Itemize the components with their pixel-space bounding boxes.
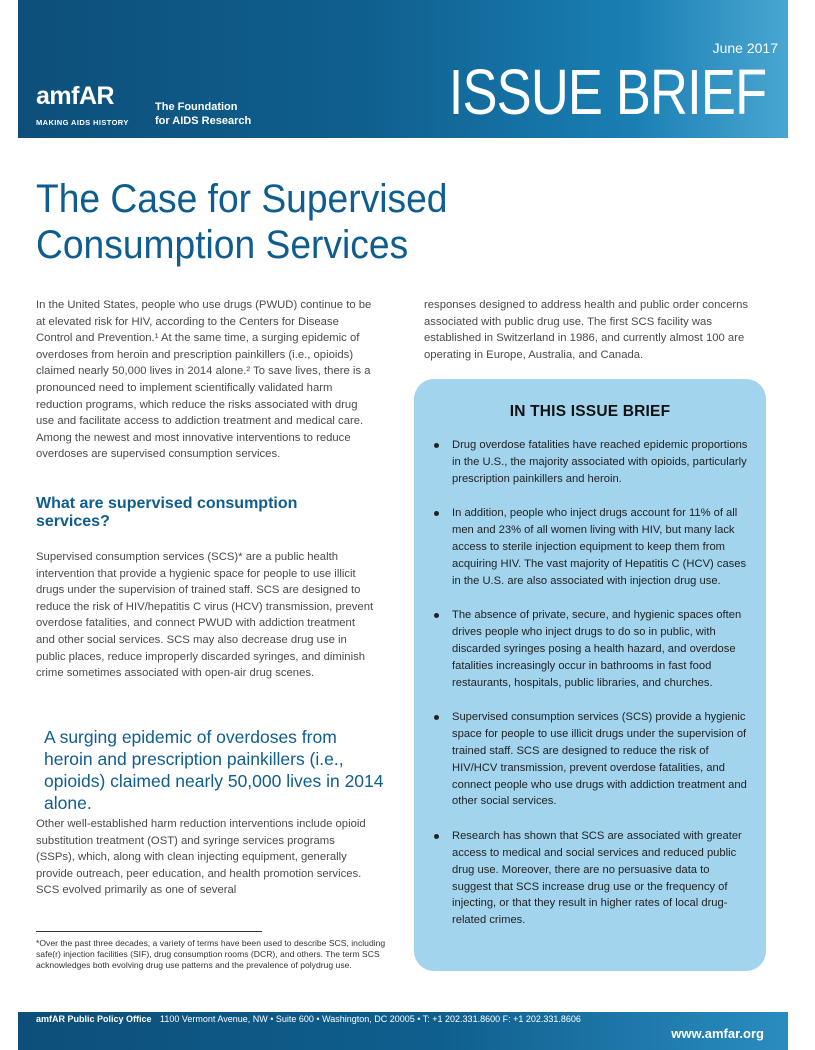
continued-body <box>36 816 376 899</box>
pull-quote: A surging epidemic of overdoses from heroin and prescription painkillers (i.e., opioids) claimed nearly 50,000 lives in 2014 alone. <box>44 727 384 813</box>
right-column-text <box>424 297 768 363</box>
document-type: ISSUE BRIEF <box>448 56 766 128</box>
right-column-paragraph: responses designed to address health and public order concerns associated with public drug use. The first SCS facility was established in Switzerland in 1986, and currently almost 100 are operating in Europe, Australia, and Canada. <box>424 299 749 361</box>
callout-title: IN THIS ISSUE BRIEF <box>509 403 671 420</box>
logo-tagline: MAKING AIDS HISTORY <box>36 118 129 127</box>
section-body-text: Supervised consumption services (SCS)* are a public health intervention that provide a hygienic space for people to use illicit drugs under the supervision of trained staff. SCS are designed to reduce the risk of HIV/hepatitis C virus (HCV) transmission, prevent overdose fatalities, and connect PWUD with addiction treatment and other social services. SCS may also decrease drug use in public places, reduce improperly discarded syringes, and diminish crime sometimes associated with open-air drug scenes. <box>36 551 374 680</box>
list-item <box>430 828 750 929</box>
bullet-icon <box>434 834 439 839</box>
intro-text: In the United States, people who use drugs (PWUD) continue to be at elevated risk for HIV, according to the Centers for Disease Control and Prevention.¹ At the same time, a surging epidemic of overdoses from heroin and prescription painkillers (i.e., opioids) claimed nearly 50,000 lives in 2014 alone.² To save lives, there is a pronounced need to implement scientifically validated harm reduction programs, which reduce the risks associated with drug use and facilitate access to addiction treatment and medical care. Among the newest and most innovative interventions to reduce overdoses are supervised consumption services. <box>36 299 372 461</box>
header-banner <box>18 0 788 138</box>
bullet-text: Drug overdose fatalities have reached epidemic proportions in the U.S., the majority associated with opioids, particularly prescription painkillers and heroin. <box>452 439 748 485</box>
issue-date: June 2017 <box>712 40 778 56</box>
foundation-name: The Foundation for AIDS Research <box>155 101 252 127</box>
bullet-icon <box>434 715 439 720</box>
list-item <box>430 437 750 487</box>
intro-paragraph <box>36 297 376 463</box>
footnote: *Over the past three decades, a variety of terms have been used to describe SCS, including safe(r) injection facilities (SIF), drug consumption rooms (DCR), and others. The term SCS acknowledges both evolving drug use patterns and the prevalence of polydrug use. <box>36 938 386 970</box>
bullet-text: Supervised consumption services (SCS) provide a hygienic space for people to use illicit drugs under the supervision of trained staff. SCS are designed to reduce the risk of HIV/HCV transmission, prevent overdose fatalities, and connect people who use drugs with addiction treatment and other social services. <box>452 711 747 808</box>
footer-bar <box>18 1012 788 1050</box>
amfar-logo: amfAR <box>36 82 115 110</box>
continued-body-text: Other well-established harm reduction interventions include opioid substitution treatment (OST) and syringe services programs (SSPs), which, along with clean injecting equipment, generally provide outreach, peer education, and health promotion services. SCS evolved primarily as one of several <box>36 818 366 897</box>
footer-address: 1100 Vermont Avenue, NW • Suite 600 • Washington, DC 20005 • T: +1 202.331.8600 F: +1 202.331.8606 <box>160 1014 581 1024</box>
section-body <box>36 549 376 682</box>
bullet-text: In addition, people who inject drugs account for 11% of all men and 23% of all women living with HIV, but many lack access to sterile injection equipment to keep them from acquiring HIV. The vast majority of Hepatitis C (HCV) cases in the U.S. are also associated with injection drug use. <box>452 507 747 587</box>
section-heading: What are supervised consumption services? <box>36 495 298 530</box>
website-link[interactable]: www.amfar.org <box>671 1026 764 1041</box>
footer-organization: amfAR Public Policy Office <box>36 1014 152 1024</box>
bullet-icon <box>434 511 439 516</box>
bullet-text: Research has shown that SCS are associated with greater access to medical and social services and reduced public drug use. Moreover, there are no persuasive data to suggest that SCS increase drug use or the frequency of injecting, or that they result in higher rates of local drug-related crimes. <box>452 830 742 927</box>
list-item <box>430 505 750 589</box>
issue-brief-callout <box>414 379 766 971</box>
bullet-text: The absence of private, secure, and hygienic spaces often drives people who inject drugs to do so in public, with discarded syringes posing a health hazard, and overdose fatalities increasingly occur in bathrooms in fast food restaurants, hospitals, public libraries, and churches. <box>452 609 742 689</box>
list-item <box>430 709 750 810</box>
list-item <box>430 607 750 691</box>
bullet-icon <box>434 443 439 448</box>
page-title: The Case for Supervised Consumption Services <box>36 177 448 267</box>
bullet-icon <box>434 613 439 618</box>
footnote-divider <box>36 931 262 932</box>
callout-bullet-list <box>430 437 750 929</box>
